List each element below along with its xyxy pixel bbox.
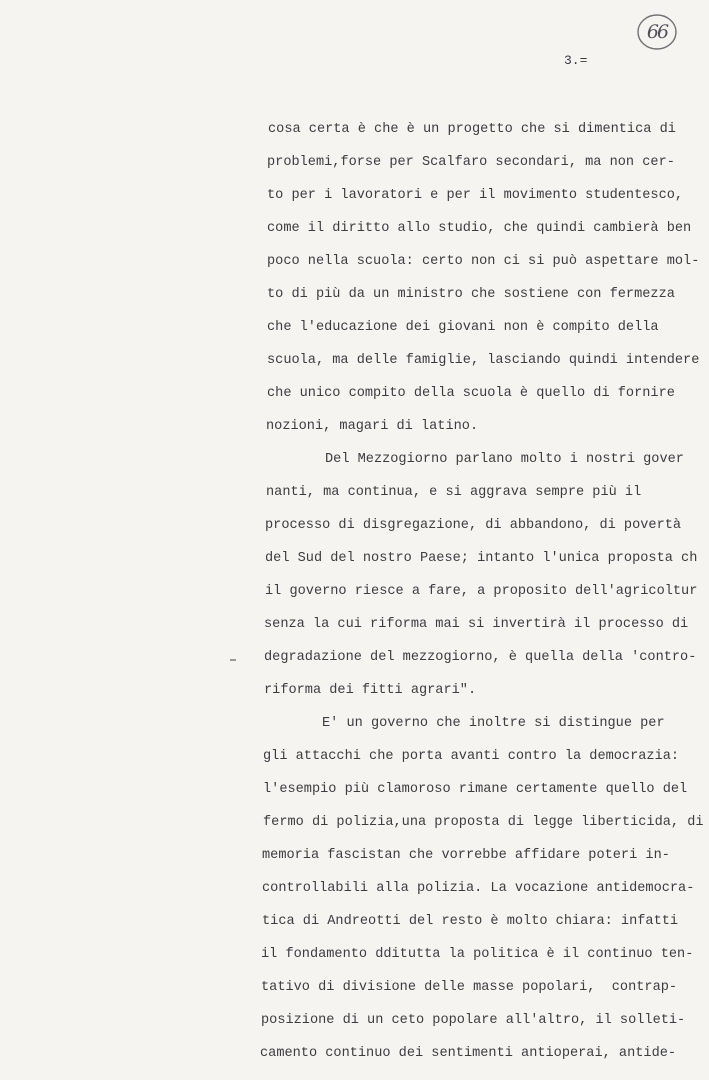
- text-line: che l'educazione dei giovani non è compito della: [267, 320, 659, 335]
- text-line: tica di Andreotti del resto è molto chiara: infatti: [262, 914, 679, 929]
- text-line: Del Mezzogiorno parlano molto i nostri gover: [325, 452, 684, 467]
- text-line: nanti, ma continua, e si aggrava sempre più il: [266, 485, 642, 500]
- text-line: camento continuo dei sentimenti antioperai, antide-: [260, 1046, 677, 1061]
- text-line: E' un governo che inoltre si distingue per: [322, 716, 665, 731]
- margin-mark: [230, 659, 236, 661]
- text-line: del Sud del nostro Paese; intanto l'unica proposta ch: [265, 551, 698, 566]
- text-line: to di più da un ministro che sostiene con fermezza: [267, 287, 675, 302]
- text-line: degradazione del mezzogiorno, è quella della 'contro-: [264, 650, 697, 665]
- text-line: che unico compito della scuola è quello di fornire: [267, 386, 675, 401]
- text-line: senza la cui riforma mai si invertirà il processo di: [264, 617, 689, 632]
- stamp-number: 66: [646, 21, 668, 43]
- text-line: poco nella scuola: certo non ci si può aspettare mol-: [267, 254, 700, 269]
- text-line: scuola, ma delle famiglie, lasciando quindi intendere: [267, 353, 700, 368]
- text-line: tativo di divisione delle masse popolari, contrap-: [261, 980, 678, 995]
- text-line: gli attacchi che porta avanti contro la democrazia:: [263, 749, 680, 764]
- text-line: memoria fascistan che vorrebbe affidare poteri in-: [262, 848, 670, 863]
- text-line: to per i lavoratori e per il movimento studentesco,: [267, 188, 684, 203]
- text-line: cosa certa è che è un progetto che si dimentica di: [268, 122, 676, 137]
- text-line: come il diritto allo studio, che quindi cambierà ben: [267, 221, 692, 236]
- text-line: controllabili alla polizia. La vocazione antidemocra-: [262, 881, 695, 896]
- text-line: nozioni, magari di latino.: [266, 419, 479, 434]
- page-number: 3.=: [564, 53, 588, 68]
- text-line: posizione di un ceto popolare all'altro, il solleti-: [261, 1013, 686, 1028]
- text-line: riforma dei fitti agrari".: [264, 683, 477, 698]
- text-line: processo di disgregazione, di abbandono, di povertà: [265, 518, 682, 533]
- page-number-stamp: [636, 13, 678, 51]
- text-line: problemi,forse per Scalfaro secondari, ma non cer-: [267, 155, 675, 170]
- text-line: il fondamento dditutta la politica è il continuo ten-: [261, 947, 694, 962]
- text-line: il governo riesce a fare, a proposito dell'agricoltur: [265, 584, 698, 599]
- text-line: l'esempio più clamoroso rimane certamente quello del: [263, 782, 688, 797]
- text-line: fermo di polizia,una proposta di legge liberticida, di: [263, 815, 704, 830]
